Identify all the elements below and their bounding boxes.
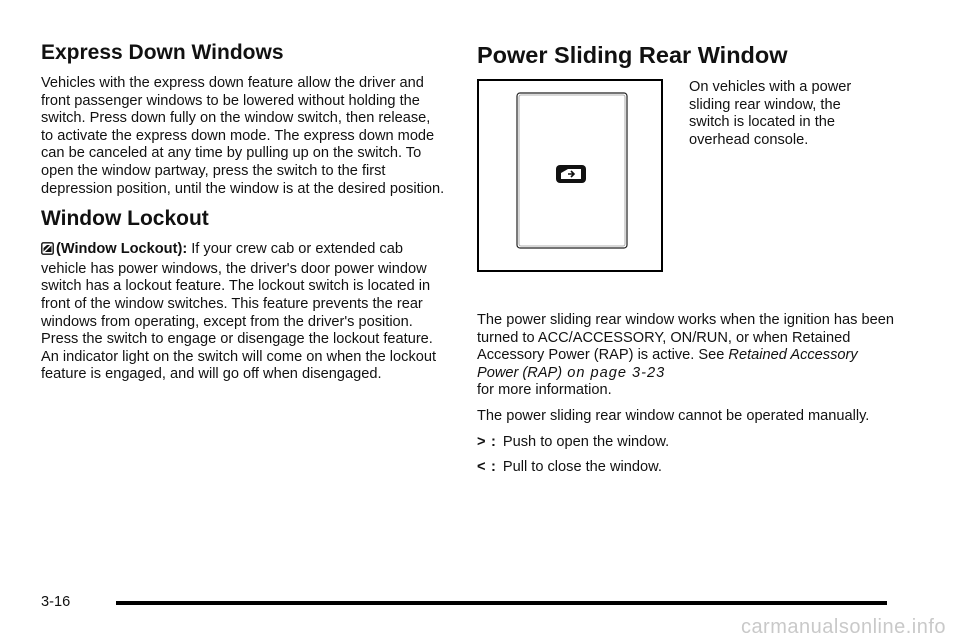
right-column [477,40,897,485]
page-number: 3-16 [41,594,71,610]
close-arrow-icon: < [477,459,486,476]
more-info-text: for more information. [477,382,612,399]
footer-rule [116,601,887,605]
left-column [41,40,446,392]
window-lockout-paragraph [41,241,446,384]
open-instruction-text: Push to open the window. [502,433,670,450]
sliding-rear-window-switch-icon [479,81,661,270]
close-instruction: < : Pull to close the window. [477,459,662,476]
open-instruction: > : Push to open the window. [477,433,670,450]
express-down-paragraph: Vehicles with the express down feature allow the driver and front passenger windows to be lowered without holding the switch. Press down fully on the window switch, then release, to activate the express down mode. The express down mode can be canceled at any time by pulling up on the switch. To open the window partway, press the switch to the first depression position, until the window is at the desired position. [41,75,445,197]
window-lockout-label: (Window Lockout): [56,241,188,258]
ignition-paragraph [477,312,897,400]
window-lockout-text: If your crew cab or extended cab vehicle has power windows, the driver's door power window switch has a lockout feature. The lockout switch is located in front of the window switches. This feature prevents the rear windows from operating, except from the driver's position. Press the switch to engage or disengage the lockout feature. An indicator light on the switch will come on when the lockout feature is engaged, and will go off when disengaged. [41,241,437,383]
express-down-heading: Express Down Windows [41,41,284,64]
manual-operation-paragraph: The power sliding rear window cannot be operated manually. [477,407,870,424]
power-sliding-rear-window-heading: Power Sliding Rear Window [477,42,788,68]
open-arrow-icon: > [477,433,486,450]
watermark: carmanualsonline.info [740,616,946,638]
figure-caption [689,79,884,149]
ignition-text: The power sliding rear window works when the ignition has been turned to ACC/ACCESSORY, ON/RUN, or when Retained Accessory Power (RAP) is active. See [477,312,894,364]
switch-illustration [477,79,663,272]
figure-area [477,79,897,282]
rap-reference-link[interactable]: Retained Accessory Power (RAP) [477,347,858,381]
window-lockout-icon [41,242,54,261]
caption-text: On vehicles with a power sliding rear window, the switch is located in the overhead console. [689,79,852,148]
window-lockout-heading: Window Lockout [41,207,209,231]
rap-page-reference[interactable]: on page 3-23 [562,364,666,381]
close-instruction-text: Pull to close the window. [502,459,662,476]
